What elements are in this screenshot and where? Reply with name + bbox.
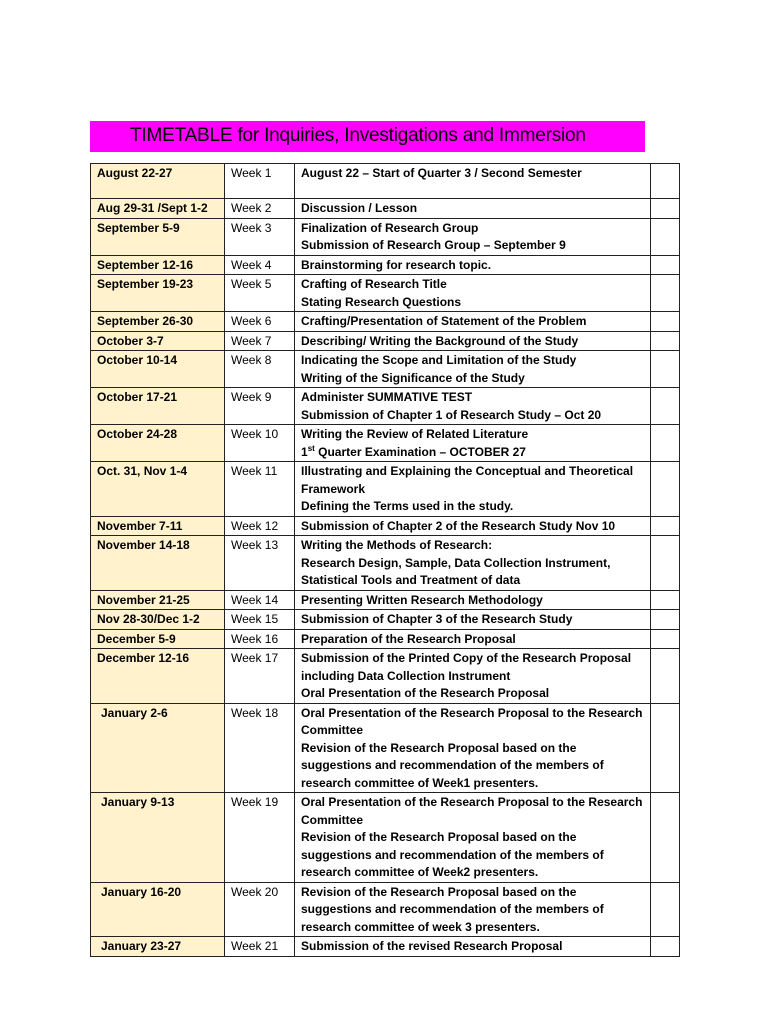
activity-line: Stating Research Questions bbox=[301, 294, 462, 309]
table-row bbox=[91, 331, 680, 351]
week-cell: Week 8 bbox=[225, 351, 295, 388]
date-text: November 7-11 bbox=[97, 518, 183, 533]
blank-cell bbox=[651, 255, 680, 275]
activity-cell bbox=[295, 351, 651, 388]
date-text: Oct. 31, Nov 1-4 bbox=[97, 464, 188, 478]
blank-cell bbox=[651, 218, 680, 255]
page-title: TIMETABLE for Inquiries, Investigations and Immersion bbox=[130, 125, 586, 146]
table-row bbox=[91, 218, 680, 255]
timetable bbox=[90, 163, 680, 957]
activity-line: Submission of Chapter 2 of the Research Study Nov 10 bbox=[301, 518, 616, 533]
date-cell bbox=[91, 703, 225, 793]
activity-line: Research Design, Sample, Data Collection Instrument, Statistical Tools and Treatment of data bbox=[301, 555, 611, 587]
activity-cell bbox=[295, 610, 651, 630]
activity-line: Writing of the Significance of the Study bbox=[301, 370, 525, 385]
table-row bbox=[91, 610, 680, 630]
blank-cell bbox=[651, 882, 680, 937]
blank-cell bbox=[651, 312, 680, 332]
date-text: September 19-23 bbox=[97, 277, 194, 291]
week-cell: Week 3 bbox=[225, 218, 295, 255]
table-row bbox=[91, 164, 680, 199]
table-row bbox=[91, 536, 680, 591]
blank-cell bbox=[651, 388, 680, 425]
blank-cell bbox=[651, 610, 680, 630]
activity-line: Describing/ Writing the Background of the Study bbox=[301, 333, 579, 348]
activity-cell bbox=[295, 255, 651, 275]
week-cell: Week 12 bbox=[225, 516, 295, 536]
table-row bbox=[91, 388, 680, 425]
activity-line: Submission of the revised Research Proposal bbox=[301, 939, 563, 953]
week-cell: Week 6 bbox=[225, 312, 295, 332]
date-cell bbox=[91, 937, 225, 957]
activity-line: Defining the Terms used in the study. bbox=[301, 499, 514, 513]
week-cell: Week 20 bbox=[225, 882, 295, 937]
date-cell bbox=[91, 882, 225, 937]
activity-cell bbox=[295, 388, 651, 425]
week-cell: Week 7 bbox=[225, 331, 295, 351]
week-cell: Week 21 bbox=[225, 937, 295, 957]
blank-cell bbox=[651, 536, 680, 591]
activity-line: Oral Presentation of the Research Proposal to the Research Committee bbox=[301, 795, 643, 827]
activity-line: Finalization of Research Group bbox=[301, 220, 479, 235]
table-row bbox=[91, 649, 680, 704]
exam-text: Quarter Examination – OCTOBER 27 bbox=[314, 444, 526, 459]
activity-line: Brainstorming for research topic. bbox=[301, 257, 492, 272]
blank-cell bbox=[651, 462, 680, 517]
date-cell bbox=[91, 425, 225, 462]
date-text: October 3-7 bbox=[97, 333, 164, 348]
date-text: October 10-14 bbox=[97, 353, 178, 367]
date-cell bbox=[91, 255, 225, 275]
activity-line: Revision of the Research Proposal based on the suggestions and recommendation of the members of research committee of week 3 presenters. bbox=[301, 884, 604, 934]
date-text: December 5-9 bbox=[97, 631, 176, 646]
date-cell bbox=[91, 629, 225, 649]
activity-line: Illustrating and Explaining the Conceptual and Theoretical Framework bbox=[301, 464, 634, 496]
activity-cell bbox=[295, 629, 651, 649]
activity-line: Oral Presentation of the Research Proposal bbox=[301, 686, 550, 700]
exam-ordinal-suffix: st bbox=[307, 443, 315, 453]
week-cell: Week 14 bbox=[225, 590, 295, 610]
blank-cell bbox=[651, 164, 680, 199]
activity-line: Crafting of Research Title bbox=[301, 277, 447, 291]
activity-cell bbox=[295, 649, 651, 704]
activity-line: Submission of Chapter 3 of the Research Study bbox=[301, 612, 573, 626]
blank-cell bbox=[651, 703, 680, 793]
activity-cell bbox=[295, 516, 651, 536]
date-text: November 14-18 bbox=[97, 538, 190, 552]
activity-cell bbox=[295, 462, 651, 517]
date-text: December 12-16 bbox=[97, 651, 190, 665]
activity-line: Preparation of the Research Proposal bbox=[301, 631, 516, 646]
date-cell bbox=[91, 312, 225, 332]
week-cell: Week 15 bbox=[225, 610, 295, 630]
activity-line: Submission of the Printed Copy of the Research Proposal including Data Collection Instrument bbox=[301, 651, 632, 683]
week-cell: Week 4 bbox=[225, 255, 295, 275]
table-row bbox=[91, 703, 680, 793]
table-row bbox=[91, 462, 680, 517]
blank-cell bbox=[651, 516, 680, 536]
activity-line: Presenting Written Research Methodology bbox=[301, 592, 543, 607]
activity-cell bbox=[295, 425, 651, 462]
title-highlight bbox=[90, 121, 645, 152]
activity-cell bbox=[295, 331, 651, 351]
activity-line: Writing the Review of Related Literature bbox=[301, 427, 529, 441]
date-cell bbox=[91, 275, 225, 312]
exam-line bbox=[301, 444, 644, 462]
date-cell bbox=[91, 199, 225, 219]
date-text: Nov 28-30/Dec 1-2 bbox=[97, 612, 200, 626]
date-text: September 26-30 bbox=[97, 314, 194, 328]
blank-cell bbox=[651, 649, 680, 704]
table-row bbox=[91, 793, 680, 883]
activity-cell bbox=[295, 882, 651, 937]
activity-line: Submission of Chapter 1 of Research Study – Oct 20 bbox=[301, 407, 602, 422]
date-cell bbox=[91, 610, 225, 630]
week-cell: Week 19 bbox=[225, 793, 295, 883]
date-cell bbox=[91, 388, 225, 425]
date-text: January 23-27 bbox=[101, 939, 182, 953]
week-cell: Week 2 bbox=[225, 199, 295, 219]
table-row bbox=[91, 199, 680, 219]
table-row bbox=[91, 937, 680, 957]
date-text: August 22-27 bbox=[97, 166, 173, 180]
week-cell: Week 9 bbox=[225, 388, 295, 425]
table-row bbox=[91, 351, 680, 388]
week-cell: Week 1 bbox=[225, 164, 295, 199]
week-cell: Week 5 bbox=[225, 275, 295, 312]
activity-cell bbox=[295, 793, 651, 883]
activity-cell bbox=[295, 218, 651, 255]
activity-line: Revision of the Research Proposal based on the suggestions and recommendation of the members of research committee of Week1 presenters. bbox=[301, 740, 604, 790]
date-cell bbox=[91, 590, 225, 610]
date-cell bbox=[91, 164, 225, 199]
activity-cell bbox=[295, 590, 651, 610]
table-row bbox=[91, 425, 680, 462]
table-row bbox=[91, 629, 680, 649]
date-cell bbox=[91, 793, 225, 883]
date-text: Aug 29-31 /Sept 1-2 bbox=[97, 201, 208, 215]
blank-cell bbox=[651, 199, 680, 219]
date-text: November 21-25 bbox=[97, 592, 190, 607]
activity-cell bbox=[295, 536, 651, 591]
date-cell bbox=[91, 331, 225, 351]
date-text: January 9-13 bbox=[101, 795, 175, 809]
blank-cell bbox=[651, 351, 680, 388]
activity-cell bbox=[295, 164, 651, 199]
date-cell bbox=[91, 351, 225, 388]
activity-line: Submission of Research Group – September 9 bbox=[301, 238, 566, 252]
week-cell: Week 13 bbox=[225, 536, 295, 591]
activity-cell bbox=[295, 275, 651, 312]
activity-cell bbox=[295, 312, 651, 332]
date-cell bbox=[91, 649, 225, 704]
exam-ordinal: 1 bbox=[301, 444, 308, 459]
week-cell: Week 11 bbox=[225, 462, 295, 517]
blank-cell bbox=[651, 331, 680, 351]
blank-cell bbox=[651, 275, 680, 312]
date-cell bbox=[91, 462, 225, 517]
activity-cell bbox=[295, 199, 651, 219]
activity-line: Oral Presentation of the Research Proposal to the Research Committee bbox=[301, 705, 643, 737]
blank-cell bbox=[651, 793, 680, 883]
week-cell: Week 10 bbox=[225, 425, 295, 462]
date-text: October 17-21 bbox=[97, 390, 178, 404]
blank-cell bbox=[651, 425, 680, 462]
week-cell: Week 18 bbox=[225, 703, 295, 793]
activity-line: Revision of the Research Proposal based on the suggestions and recommendation of the members of research committee of Week2 presenters. bbox=[301, 830, 604, 879]
table-row bbox=[91, 255, 680, 275]
activity-line: Administer SUMMATIVE TEST bbox=[301, 390, 473, 404]
table-row bbox=[91, 312, 680, 332]
blank-cell bbox=[651, 590, 680, 610]
date-text: October 24-28 bbox=[97, 427, 178, 441]
activity-line: Crafting/Presentation of Statement of the Problem bbox=[301, 314, 587, 328]
activity-line: Writing the Methods of Research: bbox=[301, 538, 493, 552]
table-row bbox=[91, 882, 680, 937]
date-cell bbox=[91, 516, 225, 536]
activity-line: August 22 – Start of Quarter 3 / Second Semester bbox=[301, 166, 582, 180]
blank-cell bbox=[651, 629, 680, 649]
table-row bbox=[91, 590, 680, 610]
date-text: January 16-20 bbox=[101, 884, 182, 899]
activity-line: Discussion / Lesson bbox=[301, 201, 418, 215]
week-cell: Week 17 bbox=[225, 649, 295, 704]
date-text: September 5-9 bbox=[97, 220, 180, 235]
date-text: September 12-16 bbox=[97, 257, 194, 272]
table-row bbox=[91, 275, 680, 312]
week-cell: Week 16 bbox=[225, 629, 295, 649]
date-cell bbox=[91, 536, 225, 591]
activity-cell bbox=[295, 703, 651, 793]
activity-line: Indicating the Scope and Limitation of the Study bbox=[301, 353, 577, 367]
activity-cell bbox=[295, 937, 651, 957]
table-row bbox=[91, 516, 680, 536]
blank-cell bbox=[651, 937, 680, 957]
date-text: January 2-6 bbox=[101, 705, 168, 720]
date-cell bbox=[91, 218, 225, 255]
